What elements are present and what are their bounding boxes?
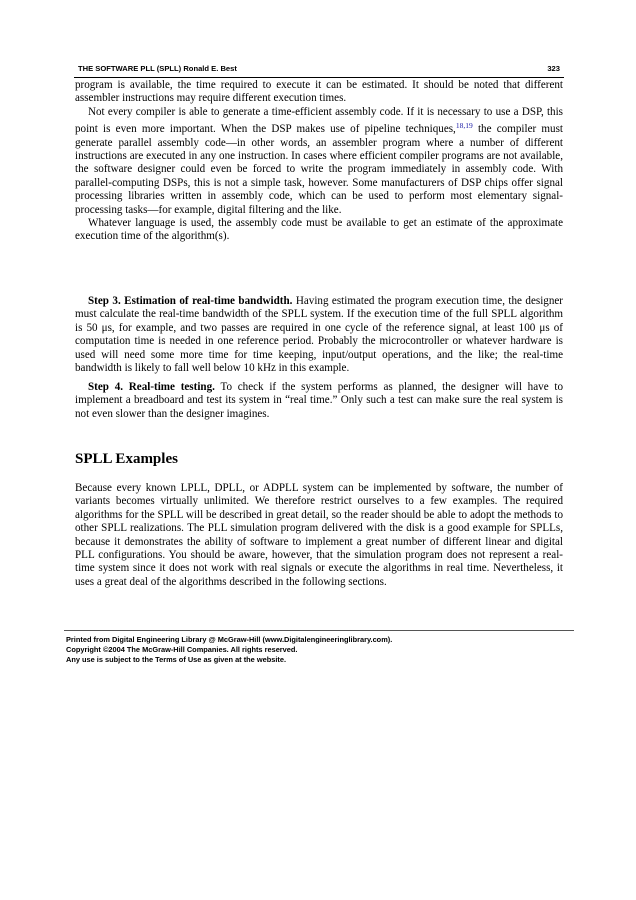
step4-paragraph	[75, 381, 563, 421]
step3-title: Step 3. Estimation of real-time bandwidth.	[88, 295, 293, 307]
step4-block	[75, 381, 563, 421]
paragraph-continuation: program is available, the time required to execute it can be estimated. It should be noted that different assembler instructions may require different execution times.	[75, 79, 563, 105]
step4-title: Step 4. Real-time testing.	[88, 381, 215, 393]
page-number: 323	[547, 64, 560, 73]
paragraph-language: Whatever language is used, the assembly code must be available to get an estimate of the approximate execution time of the algorithm(s).	[75, 217, 563, 243]
step3-text: Having estimated the program execution time, the designer must calculate the real-time bandwidth of the SPLL system. If the execution time of the full SPLL algorithm is 50 μs, for example, and two passes are required in one cycle of the reference signal, at least 100 μs of computation time is needed in one reference period. Probably the microcontroller or whatever hardware is used will need some more time for time keeping, input/output operations, and the like; the real-time bandwidth is likely to fall well below 10 kHz in this example.	[75, 295, 563, 375]
footer-rule	[64, 630, 574, 631]
paragraph-compiler	[75, 106, 563, 217]
footer-line-copyright: Copyright ©2004 The McGraw-Hill Companies. All rights reserved.	[66, 645, 298, 655]
examples-paragraph: Because every known LPLL, DPLL, or ADPLL system can be implemented by software, the number of variants becomes virtually unlimited. We therefore restrict ourselves to a few examples. The required algorithms for the SPLL will be described in great detail, so the reader should be able to adopt the methods to other SPLL realizations. The PLL simulation program delivered with the disk is a good example for SPLLs, because it demonstrates the ability of software to implement a great number of different linear and digital PLL configurations. You should be aware, however, that the simulation program does not represent a real-time system since it does not work with real signals or execute the algorithms in real time. Nevertheless, it uses a great deal of the algorithms described in the following sections.	[75, 482, 563, 588]
step4-text: To check if the system performs as planned, the designer will have to implement a breadboard and test its system in “real time.” Only such a test can make sure the real system is not even slower than the designer imagines.	[75, 381, 563, 420]
footer	[66, 635, 392, 666]
footer-line-printed: Printed from Digital Engineering Library @ McGraw-Hill (www.Digitalengineeringlibrary.com).	[66, 635, 393, 644]
running-header-title: THE SOFTWARE PLL (SPLL) Ronald E. Best	[78, 64, 237, 73]
body-block-top	[75, 79, 563, 244]
section-heading: SPLL Examples	[75, 451, 178, 467]
paragraph-compiler-text-a: Not every compiler is able to generate a time-efficient assembly code. If it is necessary to use a DSP, this point is even more important. When the DSP makes use of pipeline techniques,	[75, 105, 563, 136]
header-rule	[74, 77, 564, 78]
step3-block	[75, 295, 563, 375]
step3-paragraph	[75, 295, 563, 375]
reference-link[interactable]: 18,19	[455, 121, 473, 131]
paragraph-compiler-text-b: the compiler must generate parallel assembly code—in other words, an assembler program where a number of different instructions are executed in any one instruction. In cases where efficient compiler programs are not available, the software designer could even be forced to write the program immediately in assembly code. With parallel-computing DSPs, this is not a simple task, however. Some manufacturers of DSP chips offer signal processing libraries written in assembly code, which can be used to perform most elementary signal-processing tasks—for example, digital filtering and the like.	[75, 123, 563, 216]
examples-block	[75, 482, 563, 589]
footer-line-terms: Any use is subject to the Terms of Use as given at the website.	[66, 655, 287, 665]
running-header	[78, 64, 560, 76]
